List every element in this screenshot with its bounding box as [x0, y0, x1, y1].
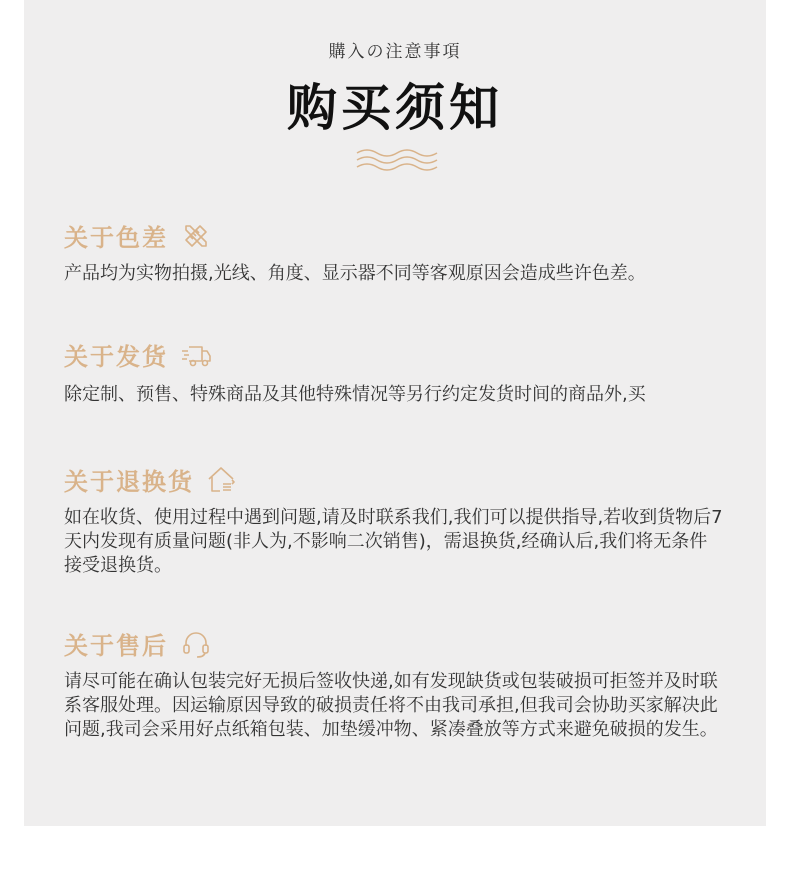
delivery-truck-icon: [180, 339, 212, 371]
page-subtitle: 購入の注意事項: [328, 42, 462, 62]
section-after-sales-header: [64, 626, 212, 661]
section-shipping-header: [64, 337, 212, 372]
section-body: 产品均为实物拍摄,光线、角度、显示器不同等客观原因会造成些许色差。: [64, 263, 646, 284]
page-title: 购买须知: [287, 78, 503, 137]
ruler-pencil-icon: [180, 220, 212, 252]
section-returns-header: [64, 462, 238, 497]
section-title: 关于售后: [64, 631, 168, 660]
section-body: 请尽可能在确认包装完好无损后签收快递,如有发现缺货或包装破损可拒签并及时联系客服处理。因运输原因导致的破损责任将不由我司承担,但我司会协助买家解决此问题,我司会采用好点纸箱包装、加垫缓冲物、紧凑叠放等方式来避免破损的发生。: [64, 671, 718, 740]
section-body: 如在收货、使用过程中遇到问题,请及时联系我们,我们可以提供指导,若收到货物后7天内发现有质量问题(非人为,不影响二次销售)，需退换货,经确认后,我们将无条件接受退换货。: [64, 507, 723, 576]
headset-icon: [180, 628, 212, 660]
section-title: 关于退换货: [64, 467, 194, 496]
return-home-icon: [206, 464, 238, 496]
wave-divider-icon: [355, 147, 439, 177]
section-title: 关于发货: [64, 342, 168, 371]
section-title: 关于色差: [64, 223, 168, 252]
section-color-difference-header: [64, 218, 212, 253]
section-body: 除定制、预售、特殊商品及其他特殊情况等另行约定发货时间的商品外,买: [64, 384, 646, 405]
